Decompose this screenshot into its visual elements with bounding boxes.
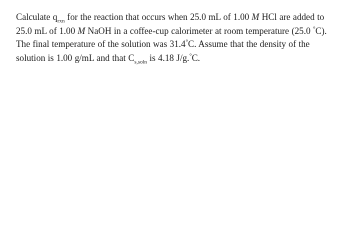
question-part-6: C. Assume that the density of the solution is 1.00 g/mL and that C bbox=[16, 39, 310, 63]
degree-symbol-2: ° bbox=[185, 39, 188, 46]
molar-symbol-1: M bbox=[251, 12, 260, 22]
question-part-3: HCl are added to 25.0 mL of 1.00 bbox=[16, 12, 325, 36]
question-part-4: NaOH in a coffee-cup calorimeter at room temperature (25.0 bbox=[85, 25, 313, 36]
molar-symbol-2: M bbox=[77, 25, 86, 36]
question-part-2: for the reaction that occurs when 25.0 mL of 1.00 bbox=[64, 12, 252, 22]
q-subscript: rxn bbox=[57, 18, 65, 25]
c-subscript: s,soln bbox=[134, 59, 148, 65]
question-text bbox=[16, 11, 338, 65]
question-part-5: C). The final temperature of the solution was 31.4 bbox=[16, 25, 327, 49]
degree-symbol-1: ° bbox=[312, 26, 316, 32]
degree-symbol-3: ° bbox=[189, 53, 192, 59]
question-part-1: Calculate q bbox=[16, 12, 58, 22]
question-part-8: C. bbox=[191, 52, 201, 63]
question-part-7: is 4.18 J/g. bbox=[147, 52, 190, 63]
